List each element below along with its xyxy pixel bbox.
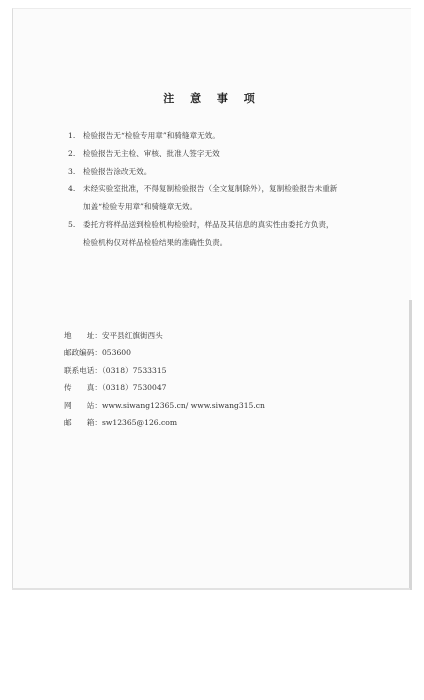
notes-list [68,127,368,252]
contact-value: www.siwang12365.cn/ www.siwang315.cn [101,400,265,410]
note-item [68,163,368,181]
contact-label: 网 站： [64,400,102,410]
note-text: 未经实验室批准，不得复制检验报告（全文复制除外），复制检验报告未重新 [83,184,338,194]
note-number: 1. [68,131,76,140]
contact-label: 传 真： [64,383,102,393]
note-number: 4. [68,184,76,194]
contact-address [64,327,364,344]
contact-label: 邮 箱： [64,418,102,428]
note-item [68,216,368,234]
note-item [68,180,368,198]
contact-value: （0318）7533315 [101,365,167,375]
note-continuation: 加盖“检验专用章”和骑缝章无效。 [83,202,198,212]
note-number: 3. [68,166,76,176]
contact-label: 联系电话： [64,365,102,375]
contact-info [64,327,364,431]
contact-fax [64,379,364,396]
contact-value: 053600 [101,348,131,358]
page-bottom-edge [12,588,410,590]
note-item [68,127,368,145]
note-text: 检验报告无“检验专用章”和骑缝章无效。 [83,131,220,140]
contact-value: （0318）7530047 [101,383,167,393]
contact-label: 地 址： [64,331,102,340]
contact-website [64,397,364,414]
contact-postcode [64,344,364,361]
note-continuation: 检验机构仅对样品检验结果的准确性负责。 [83,237,228,247]
contact-value: 安平县红旗街西头 [101,331,163,340]
contact-label: 邮政编码： [64,348,102,358]
note-text: 检验报告涂改无效。 [83,166,152,176]
note-number: 2. [68,148,76,158]
note-text: 委托方将样品送到检验机构检验时，样品及其信息的真实性由委托方负责， [83,219,334,229]
page-title: 注 意 事 项 [163,92,261,105]
note-number: 5. [68,219,76,229]
note-text: 检验报告无主检、审核、批准人签字无效 [83,148,220,158]
contact-value: sw12365@126.com [101,418,178,428]
contact-email [64,414,364,431]
contact-phone [64,362,364,379]
note-item [68,145,368,163]
page-edge-shadow [409,300,412,590]
